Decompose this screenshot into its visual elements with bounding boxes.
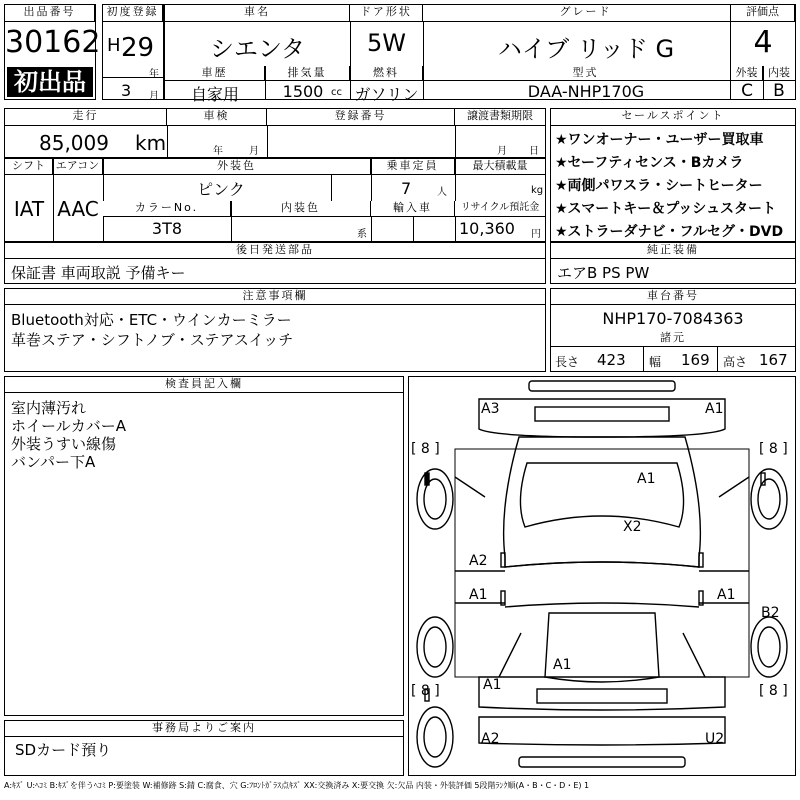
parts-value: 保証書 車両取説 予備キー bbox=[11, 264, 186, 282]
exterior-label: 外装 bbox=[731, 66, 763, 81]
car-name-label: 車名 bbox=[165, 5, 350, 22]
color: ピンク bbox=[197, 180, 245, 199]
inspector-label: 検査員記入欄 bbox=[5, 377, 403, 393]
displacement: 1500 bbox=[282, 82, 324, 101]
inspection-month-unit: 月 bbox=[249, 146, 259, 157]
load-unit: kg bbox=[531, 185, 544, 196]
door-label: ドア形状 bbox=[350, 5, 423, 22]
grade: ハイブ リッド G bbox=[497, 35, 675, 63]
transfer-day-unit: 日 bbox=[529, 146, 539, 157]
inspector-line-1: 室内薄汚れ bbox=[11, 399, 87, 417]
mark-left-rear-door: A1 bbox=[469, 587, 488, 603]
grade-label: グレード bbox=[423, 5, 749, 22]
first-listing-badge: 初出品 bbox=[7, 67, 93, 97]
sales-point-4: ★スマートキー＆プッシュスタート bbox=[555, 201, 777, 217]
spec-label: 諸元 bbox=[551, 331, 795, 347]
lot-number-box bbox=[4, 4, 101, 100]
mark-rear-glass: A1 bbox=[553, 657, 572, 673]
ac: AAC bbox=[57, 197, 99, 221]
notes-box bbox=[4, 288, 546, 372]
transfer-month-unit: 月 bbox=[497, 146, 507, 157]
color-no-label: カラーNo. bbox=[103, 201, 231, 217]
sales-points-label: セールスポイント bbox=[551, 109, 795, 126]
shift-label: シフト bbox=[5, 159, 53, 175]
lot-number-label: 出品番号 bbox=[5, 5, 95, 22]
registration-box bbox=[102, 4, 164, 100]
capacity: 7 bbox=[401, 179, 412, 198]
recycle-unit: 円 bbox=[531, 229, 541, 240]
interior-label: 内装 bbox=[763, 66, 795, 81]
sales-points-box bbox=[550, 108, 796, 242]
recycle: 10,360 bbox=[459, 219, 515, 238]
car-name: シエンタ bbox=[209, 35, 306, 63]
parts-label: 後日発送部品 bbox=[5, 243, 545, 259]
chassis-box bbox=[550, 288, 796, 372]
sales-point-1: ★ワンオーナー・ユーザー買取車 bbox=[555, 132, 764, 148]
transfer-label: 譲渡書類期限 bbox=[455, 109, 545, 126]
equipment-box bbox=[550, 242, 796, 284]
door-type: 5W bbox=[367, 29, 406, 57]
fuel: ガソリン bbox=[354, 85, 419, 104]
month-unit: 月 bbox=[149, 91, 159, 102]
length-label: 長さ bbox=[555, 355, 580, 369]
model-label: 型式 bbox=[423, 66, 749, 81]
mark-rear-bumper-right: U2 bbox=[705, 731, 725, 747]
sales-point-3: ★両側パワスラ・シートヒーター bbox=[555, 178, 763, 194]
inspection-year-unit: 年 bbox=[213, 146, 223, 157]
displacement-label: 排気量 bbox=[265, 66, 350, 81]
interior-color-label: 内装色 bbox=[231, 201, 371, 217]
import-label: 輸入車 bbox=[371, 201, 455, 217]
mark-right-rear-door: A1 bbox=[717, 587, 736, 603]
exterior-grade: C bbox=[741, 81, 753, 101]
inspector-line-3: 外装うすい線傷 bbox=[11, 435, 117, 453]
inspector-line-2: ホイールカバーA bbox=[11, 417, 126, 435]
mark-right-quarter: B2 bbox=[761, 605, 780, 621]
car-outline-diagram bbox=[409, 377, 795, 775]
reg-year: 29 bbox=[121, 33, 155, 63]
tire-depth-front-left: [ 8 ] bbox=[411, 441, 440, 457]
office-box bbox=[4, 720, 404, 776]
score-label: 評価点 bbox=[731, 5, 795, 22]
ac-label: エアコン bbox=[53, 159, 103, 175]
load-label: 最大積載量 bbox=[455, 159, 545, 175]
sales-point-5: ★ストラーダナビ・フルセグ・DVD bbox=[555, 224, 784, 240]
mark-rear-bumper-left: A2 bbox=[481, 731, 500, 747]
notes-line-1: Bluetooth対応・ETC・ウインカーミラー bbox=[11, 311, 292, 329]
mileage: 85,009 bbox=[39, 131, 109, 155]
inspector-line-4: バンパー下A bbox=[11, 453, 96, 471]
mileage-label: 走行 bbox=[5, 109, 167, 126]
color-label: 外装色 bbox=[103, 159, 371, 175]
spec-row bbox=[4, 158, 546, 242]
reg-month: 3 bbox=[121, 81, 132, 100]
score: 4 bbox=[753, 25, 773, 60]
equipment-label: 純正装備 bbox=[551, 243, 795, 259]
equipment-value: エアB PS PW bbox=[557, 264, 650, 282]
capacity-unit: 人 bbox=[437, 187, 447, 198]
chassis-number: NHP170-7084363 bbox=[602, 309, 744, 328]
legend-footer: A:ｷｽﾞ U:ﾍｺﾐ B:ｷｽﾞを伴うﾍｺﾐ P:要塗装 W:補修跡 S:錆 C:腐食、穴 G:ﾌﾛﾝﾄｶﾞﾗｽ点ｷｽﾞ XX:交換済み X:要交換 欠:欠品 内装・外装評価 5段階ﾗﾝｸ順(A・B・C・D・E) 1 bbox=[4, 781, 590, 790]
reg-no-label: 登録番号 bbox=[267, 109, 455, 126]
mark-front-bumper-right: A1 bbox=[705, 401, 724, 417]
mark-front-bumper-left: A3 bbox=[481, 401, 500, 417]
width-label: 幅 bbox=[649, 355, 662, 369]
office-value: SDカード預り bbox=[15, 741, 112, 759]
lot-number: 30162 bbox=[5, 25, 101, 60]
tire-depth-rear-left: [ 8 ] bbox=[411, 683, 440, 699]
recycle-label: リサイクル預託金 bbox=[455, 201, 545, 217]
mark-left-front-door: A2 bbox=[469, 553, 488, 569]
color-no: 3T8 bbox=[151, 219, 183, 238]
mark-roof: X2 bbox=[623, 519, 642, 535]
history-label: 車歴 bbox=[165, 66, 265, 81]
inspector-box bbox=[4, 376, 404, 716]
tire-depth-front-right: [ 8 ] bbox=[759, 441, 788, 457]
height-label: 高さ bbox=[723, 355, 748, 369]
fuel-label: 燃料 bbox=[350, 66, 423, 81]
inspection-label: 車検 bbox=[167, 109, 267, 126]
length: 423 bbox=[597, 351, 626, 369]
car-name-box bbox=[164, 4, 750, 104]
damage-diagram bbox=[408, 376, 796, 776]
notes-line-2: 革巻ステア・シフトノブ・ステアスイッチ bbox=[11, 331, 294, 349]
reg-label: 初度登録 bbox=[103, 5, 163, 22]
tire-depth-rear-right: [ 8 ] bbox=[759, 683, 788, 699]
model: DAA-NHP170G bbox=[527, 82, 645, 101]
year-unit: 年 bbox=[149, 69, 159, 80]
history: 自家用 bbox=[190, 85, 239, 104]
era: H bbox=[107, 35, 121, 56]
mark-left-quarter: A1 bbox=[483, 677, 502, 693]
mileage-row bbox=[4, 108, 546, 158]
capacity-label: 乗車定員 bbox=[371, 159, 455, 175]
interior-grade: B bbox=[773, 81, 785, 101]
interior-color-unit: 系 bbox=[357, 229, 367, 240]
width: 169 bbox=[681, 351, 710, 369]
height: 167 bbox=[759, 351, 788, 369]
office-label: 事務局よりご案内 bbox=[5, 721, 403, 737]
mark-bonnet: A1 bbox=[637, 471, 656, 487]
mileage-unit: km bbox=[135, 131, 167, 155]
chassis-label: 車台番号 bbox=[551, 289, 795, 305]
shift: IAT bbox=[13, 197, 45, 221]
parts-box bbox=[4, 242, 546, 284]
score-box bbox=[730, 4, 796, 100]
sales-point-2: ★セーフティセンス・Bカメラ bbox=[555, 155, 744, 171]
notes-label: 注意事項欄 bbox=[5, 289, 545, 305]
displacement-unit: cc bbox=[331, 87, 342, 98]
